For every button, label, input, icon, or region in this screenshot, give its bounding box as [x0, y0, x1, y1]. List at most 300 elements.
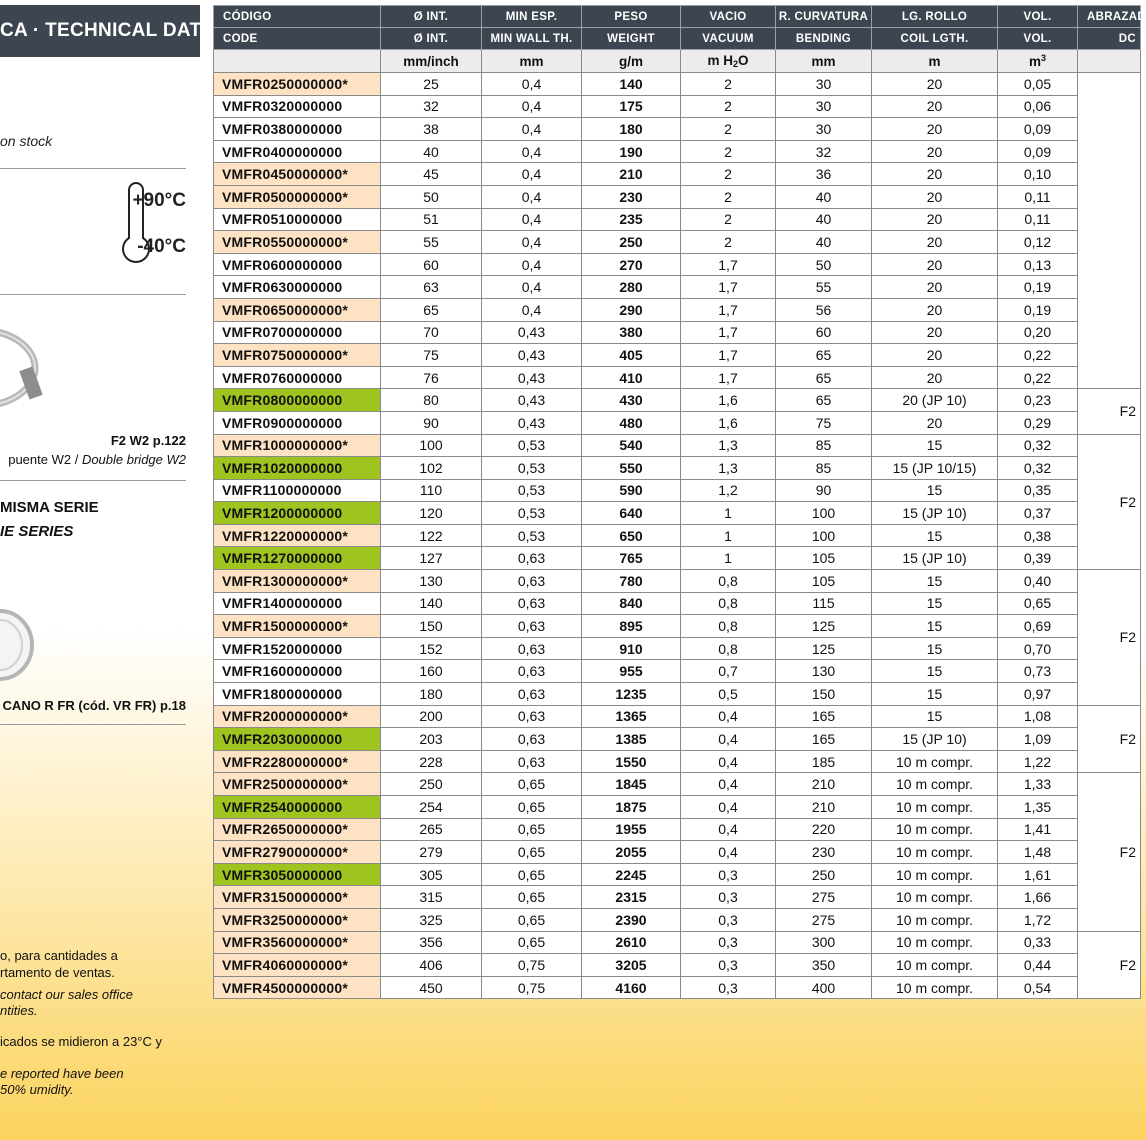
vacuum-cell: 0,4 — [681, 705, 776, 728]
code-cell: VMFR0900000000 — [214, 411, 381, 434]
note-text: e reported have been — [0, 1066, 124, 1081]
code-cell: VMFR2540000000 — [214, 796, 381, 819]
table-row — [214, 863, 1141, 886]
bending-cell: 165 — [776, 705, 872, 728]
code-cell: VMFR0250000000* — [214, 73, 381, 96]
diameter-cell: 55 — [381, 231, 482, 254]
weight-cell: 910 — [582, 637, 681, 660]
weight-cell: 590 — [582, 479, 681, 502]
volume-cell: 0,97 — [998, 683, 1078, 706]
wall-cell: 0,65 — [482, 818, 582, 841]
diameter-cell: 150 — [381, 615, 482, 638]
wall-cell: 0,63 — [482, 547, 582, 570]
coil-cell: 10 m compr. — [872, 796, 998, 819]
same-series-title-en: IE SERIES — [0, 523, 74, 540]
header-row-es — [214, 6, 1141, 28]
vacuum-cell: 1,7 — [681, 298, 776, 321]
wall-cell: 0,4 — [482, 73, 582, 96]
bending-cell: 40 — [776, 208, 872, 231]
coil-cell: 15 — [872, 570, 998, 593]
coil-cell: 15 (JP 10) — [872, 547, 998, 570]
vacuum-cell: 2 — [681, 95, 776, 118]
volume-cell: 0,32 — [998, 457, 1078, 480]
vacuum-cell: 1 — [681, 502, 776, 525]
vacuum-cell: 1,7 — [681, 276, 776, 299]
code-cell: VMFR1220000000* — [214, 524, 381, 547]
coil-cell: 15 — [872, 524, 998, 547]
bending-cell: 125 — [776, 615, 872, 638]
table-row — [214, 592, 1141, 615]
note-text: 50% umidity. — [0, 1082, 74, 1097]
unit-cell: m — [872, 50, 998, 73]
weight-cell: 430 — [582, 389, 681, 412]
coil-cell: 20 — [872, 231, 998, 254]
wall-cell: 0,4 — [482, 276, 582, 299]
note-text: icados se midieron a 23°C y — [0, 1034, 162, 1049]
wall-cell: 0,43 — [482, 344, 582, 367]
col-header: PESO — [582, 6, 681, 28]
wall-cell: 0,53 — [482, 479, 582, 502]
code-cell: VMFR4060000000* — [214, 954, 381, 977]
diameter-cell: 127 — [381, 547, 482, 570]
header-row-en — [214, 28, 1141, 50]
volume-cell: 0,19 — [998, 298, 1078, 321]
coil-cell: 10 m compr. — [872, 750, 998, 773]
wall-cell: 0,63 — [482, 637, 582, 660]
bending-cell: 85 — [776, 434, 872, 457]
table-row — [214, 976, 1141, 999]
vacuum-cell: 0,4 — [681, 750, 776, 773]
bending-cell: 30 — [776, 118, 872, 141]
coil-cell: 10 m compr. — [872, 886, 998, 909]
code-cell: VMFR1500000000* — [214, 615, 381, 638]
bending-cell: 300 — [776, 931, 872, 954]
vacuum-cell: 1,7 — [681, 321, 776, 344]
table-row — [214, 298, 1141, 321]
table-row — [214, 95, 1141, 118]
col-header: Ø INT. — [381, 28, 482, 50]
diameter-cell: 70 — [381, 321, 482, 344]
coil-cell: 20 — [872, 185, 998, 208]
table-row — [214, 140, 1141, 163]
volume-cell: 0,20 — [998, 321, 1078, 344]
coil-cell: 15 — [872, 683, 998, 706]
clamp-ref-cell: F2 — [1078, 434, 1141, 570]
table-row — [214, 886, 1141, 909]
vacuum-cell: 0,3 — [681, 886, 776, 909]
weight-cell: 280 — [582, 276, 681, 299]
code-cell: VMFR0630000000 — [214, 276, 381, 299]
code-cell: VMFR3560000000* — [214, 931, 381, 954]
note-text: ntities. — [0, 1003, 38, 1018]
vacuum-cell: 0,8 — [681, 615, 776, 638]
vacuum-cell: 0,3 — [681, 976, 776, 999]
table-row — [214, 637, 1141, 660]
code-cell: VMFR0600000000 — [214, 253, 381, 276]
divider — [0, 480, 186, 481]
wall-cell: 0,4 — [482, 163, 582, 186]
volume-cell: 0,09 — [998, 118, 1078, 141]
code-cell: VMFR1800000000 — [214, 683, 381, 706]
volume-cell: 0,37 — [998, 502, 1078, 525]
coil-cell: 20 (JP 10) — [872, 389, 998, 412]
volume-cell: 0,22 — [998, 344, 1078, 367]
diameter-cell: 122 — [381, 524, 482, 547]
bending-cell: 275 — [776, 886, 872, 909]
table-row — [214, 276, 1141, 299]
vacuum-cell: 0,7 — [681, 660, 776, 683]
diameter-cell: 279 — [381, 841, 482, 864]
code-cell: VMFR2650000000* — [214, 818, 381, 841]
wall-cell: 0,4 — [482, 140, 582, 163]
wall-cell: 0,63 — [482, 683, 582, 706]
divider — [0, 294, 186, 295]
technical-data-table — [213, 5, 1146, 999]
wall-cell: 0,4 — [482, 208, 582, 231]
vacuum-cell: 0,4 — [681, 818, 776, 841]
volume-cell: 0,29 — [998, 411, 1078, 434]
wall-cell: 0,75 — [482, 976, 582, 999]
weight-cell: 410 — [582, 366, 681, 389]
bending-cell: 30 — [776, 95, 872, 118]
weight-cell: 235 — [582, 208, 681, 231]
table-row — [214, 841, 1141, 864]
volume-cell: 1,41 — [998, 818, 1078, 841]
note-text: o, para cantidades a — [0, 948, 118, 963]
code-cell: VMFR0550000000* — [214, 231, 381, 254]
coil-cell: 20 — [872, 366, 998, 389]
weight-cell: 1385 — [582, 728, 681, 751]
col-header: VOL. — [998, 28, 1078, 50]
weight-cell: 2610 — [582, 931, 681, 954]
bending-cell: 100 — [776, 524, 872, 547]
diameter-cell: 160 — [381, 660, 482, 683]
diameter-cell: 50 — [381, 185, 482, 208]
table-row — [214, 321, 1141, 344]
bending-cell: 250 — [776, 863, 872, 886]
volume-cell: 0,06 — [998, 95, 1078, 118]
vacuum-cell: 2 — [681, 208, 776, 231]
table-row — [214, 118, 1141, 141]
vacuum-cell: 0,4 — [681, 773, 776, 796]
volume-cell: 0,13 — [998, 253, 1078, 276]
col-header: MIN WALL TH. — [482, 28, 582, 50]
col-header: COIL LGTH. — [872, 28, 998, 50]
wall-cell: 0,63 — [482, 705, 582, 728]
diameter-cell: 75 — [381, 344, 482, 367]
coil-cell: 10 m compr. — [872, 863, 998, 886]
bending-cell: 105 — [776, 570, 872, 593]
diameter-cell: 63 — [381, 276, 482, 299]
table-row — [214, 524, 1141, 547]
diameter-cell: 450 — [381, 976, 482, 999]
vacuum-cell: 0,4 — [681, 728, 776, 751]
unit-cell — [214, 50, 381, 73]
volume-cell: 1,66 — [998, 886, 1078, 909]
code-cell: VMFR2280000000* — [214, 750, 381, 773]
table-row — [214, 683, 1141, 706]
col-header: R. CURVATURA — [776, 6, 872, 28]
volume-cell: 0,05 — [998, 73, 1078, 96]
coil-cell: 20 — [872, 276, 998, 299]
coil-cell: 20 — [872, 73, 998, 96]
weight-cell: 1235 — [582, 683, 681, 706]
volume-cell: 0,12 — [998, 231, 1078, 254]
table-row — [214, 615, 1141, 638]
coil-cell: 20 — [872, 411, 998, 434]
table-row — [214, 163, 1141, 186]
volume-cell: 0,35 — [998, 479, 1078, 502]
wall-cell: 0,4 — [482, 118, 582, 141]
weight-cell: 4160 — [582, 976, 681, 999]
weight-cell: 210 — [582, 163, 681, 186]
bending-cell: 230 — [776, 841, 872, 864]
code-cell: VMFR0320000000 — [214, 95, 381, 118]
vacuum-cell: 0,3 — [681, 931, 776, 954]
bending-cell: 100 — [776, 502, 872, 525]
diameter-cell: 356 — [381, 931, 482, 954]
code-cell: VMFR4500000000* — [214, 976, 381, 999]
code-cell: VMFR1600000000 — [214, 660, 381, 683]
table-row — [214, 208, 1141, 231]
coil-cell: 15 — [872, 479, 998, 502]
table-row — [214, 728, 1141, 751]
coil-cell: 15 — [872, 705, 998, 728]
wall-cell: 0,65 — [482, 841, 582, 864]
coil-cell: 20 — [872, 118, 998, 141]
table-row — [214, 73, 1141, 96]
code-cell: VMFR2000000000* — [214, 705, 381, 728]
bending-cell: 125 — [776, 637, 872, 660]
wall-cell: 0,63 — [482, 592, 582, 615]
same-series-title-es: MISMA SERIE — [0, 499, 99, 516]
coil-cell: 10 m compr. — [872, 908, 998, 931]
clamp-ref-cell: F2 — [1078, 773, 1141, 931]
coil-cell: 20 — [872, 253, 998, 276]
coil-cell: 20 — [872, 344, 998, 367]
clamp-ref-cell: F2 — [1078, 931, 1141, 999]
table-row — [214, 502, 1141, 525]
code-cell: VMFR0450000000* — [214, 163, 381, 186]
table-row — [214, 660, 1141, 683]
wall-cell: 0,63 — [482, 750, 582, 773]
col-header: VOL. — [998, 6, 1078, 28]
coil-cell: 20 — [872, 208, 998, 231]
wall-cell: 0,63 — [482, 728, 582, 751]
diameter-cell: 25 — [381, 73, 482, 96]
vacuum-cell: 2 — [681, 118, 776, 141]
weight-cell: 140 — [582, 73, 681, 96]
volume-cell: 1,61 — [998, 863, 1078, 886]
code-cell: VMFR2500000000* — [214, 773, 381, 796]
vacuum-cell: 0,5 — [681, 683, 776, 706]
volume-cell: 0,40 — [998, 570, 1078, 593]
wall-cell: 0,75 — [482, 954, 582, 977]
w2-reference: F2 W2 p.122 — [110, 433, 186, 448]
diameter-cell: 45 — [381, 163, 482, 186]
diameter-cell: 305 — [381, 863, 482, 886]
table-row — [214, 185, 1141, 208]
note-text: rtamento de ventas. — [0, 965, 115, 980]
weight-cell: 2055 — [582, 841, 681, 864]
code-cell: VMFR3150000000* — [214, 886, 381, 909]
table-row — [214, 366, 1141, 389]
coil-cell: 10 m compr. — [872, 931, 998, 954]
coil-cell: 10 m compr. — [872, 818, 998, 841]
diameter-cell: 102 — [381, 457, 482, 480]
vacuum-cell: 1 — [681, 547, 776, 570]
note-text: contact our sales office — [0, 987, 133, 1002]
vacuum-cell: 0,4 — [681, 796, 776, 819]
coil-cell: 15 — [872, 434, 998, 457]
volume-cell: 0,70 — [998, 637, 1078, 660]
unit-cell — [1078, 50, 1141, 73]
bending-cell: 85 — [776, 457, 872, 480]
wall-cell: 0,65 — [482, 773, 582, 796]
wall-cell: 0,63 — [482, 570, 582, 593]
coil-cell: 20 — [872, 298, 998, 321]
vr-fr-reference: CANO R FR (cód. VR FR) p.18 — [2, 698, 186, 713]
col-header: MIN ESP. — [482, 6, 582, 28]
weight-cell: 380 — [582, 321, 681, 344]
col-header: WEIGHT — [582, 28, 681, 50]
code-cell: VMFR0750000000* — [214, 344, 381, 367]
volume-cell: 1,09 — [998, 728, 1078, 751]
volume-cell: 0,22 — [998, 366, 1078, 389]
weight-cell: 780 — [582, 570, 681, 593]
w2-description: puente W2 / Double bridge W2 — [8, 452, 186, 467]
weight-cell: 765 — [582, 547, 681, 570]
wall-cell: 0,65 — [482, 931, 582, 954]
coil-cell: 20 — [872, 95, 998, 118]
vacuum-cell: 0,8 — [681, 592, 776, 615]
left-info-panel — [0, 0, 214, 1140]
clamp-ref-cell: F2 — [1078, 389, 1141, 434]
table-row — [214, 253, 1141, 276]
col-header: LG. ROLLO — [872, 6, 998, 28]
weight-cell: 480 — [582, 411, 681, 434]
clamp-ref-cell: F2 — [1078, 705, 1141, 773]
code-cell: VMFR1270000000 — [214, 547, 381, 570]
wall-cell: 0,53 — [482, 457, 582, 480]
bending-cell: 210 — [776, 796, 872, 819]
diameter-cell: 152 — [381, 637, 482, 660]
diameter-cell: 76 — [381, 366, 482, 389]
divider — [0, 168, 186, 169]
table-row — [214, 231, 1141, 254]
wall-cell: 0,4 — [482, 253, 582, 276]
weight-cell: 175 — [582, 95, 681, 118]
vacuum-cell: 1,2 — [681, 479, 776, 502]
table-row — [214, 479, 1141, 502]
coil-cell: 10 m compr. — [872, 841, 998, 864]
coil-cell: 15 (JP 10) — [872, 502, 998, 525]
hose-clamp-image — [0, 318, 40, 413]
col-header: VACIO — [681, 6, 776, 28]
col-header: DC — [1078, 28, 1141, 50]
vacuum-cell: 0,8 — [681, 637, 776, 660]
wall-cell: 0,43 — [482, 389, 582, 412]
wall-cell: 0,53 — [482, 524, 582, 547]
unit-cell: g/m — [582, 50, 681, 73]
col-header: Ø INT. — [381, 6, 482, 28]
bending-cell: 36 — [776, 163, 872, 186]
diameter-cell: 38 — [381, 118, 482, 141]
table-row — [214, 750, 1141, 773]
diameter-cell: 315 — [381, 886, 482, 909]
table-row — [214, 705, 1141, 728]
table-body — [214, 73, 1141, 999]
code-cell: VMFR0500000000* — [214, 185, 381, 208]
volume-cell: 0,69 — [998, 615, 1078, 638]
vacuum-cell: 2 — [681, 73, 776, 96]
col-header: CODE — [214, 28, 381, 50]
temp-max: +90°C — [132, 190, 186, 211]
weight-cell: 1875 — [582, 796, 681, 819]
vacuum-cell: 0,4 — [681, 841, 776, 864]
bending-cell: 185 — [776, 750, 872, 773]
wall-cell: 0,63 — [482, 660, 582, 683]
col-header: VACUUM — [681, 28, 776, 50]
weight-cell: 3205 — [582, 954, 681, 977]
weight-cell: 1550 — [582, 750, 681, 773]
coil-cell: 15 — [872, 592, 998, 615]
wall-cell: 0,53 — [482, 502, 582, 525]
clamp-ref-cell: F2 — [1078, 570, 1141, 706]
diameter-cell: 120 — [381, 502, 482, 525]
vacuum-cell: 0,3 — [681, 863, 776, 886]
table-row — [214, 457, 1141, 480]
bending-cell: 40 — [776, 185, 872, 208]
wall-cell: 0,4 — [482, 95, 582, 118]
table-row — [214, 796, 1141, 819]
volume-cell: 0,09 — [998, 140, 1078, 163]
bending-cell: 275 — [776, 908, 872, 931]
weight-cell: 250 — [582, 231, 681, 254]
volume-cell: 0,38 — [998, 524, 1078, 547]
table-row — [214, 411, 1141, 434]
coil-cell: 15 — [872, 615, 998, 638]
code-cell: VMFR3050000000 — [214, 863, 381, 886]
diameter-cell: 32 — [381, 95, 482, 118]
table-row — [214, 389, 1141, 412]
diameter-cell: 203 — [381, 728, 482, 751]
code-cell: VMFR1100000000 — [214, 479, 381, 502]
weight-cell: 1365 — [582, 705, 681, 728]
bending-cell: 30 — [776, 73, 872, 96]
diameter-cell: 130 — [381, 570, 482, 593]
col-header: ABRAZAD — [1078, 6, 1141, 28]
weight-cell: 290 — [582, 298, 681, 321]
weight-cell: 270 — [582, 253, 681, 276]
weight-cell: 180 — [582, 118, 681, 141]
vacuum-cell: 1,7 — [681, 344, 776, 367]
weight-cell: 2315 — [582, 886, 681, 909]
diameter-cell: 228 — [381, 750, 482, 773]
weight-cell: 540 — [582, 434, 681, 457]
weight-cell: 650 — [582, 524, 681, 547]
wall-cell: 0,4 — [482, 185, 582, 208]
volume-cell: 0,19 — [998, 276, 1078, 299]
unit-cell: mm — [482, 50, 582, 73]
wall-cell: 0,65 — [482, 863, 582, 886]
code-cell: VMFR1520000000 — [214, 637, 381, 660]
diameter-cell: 90 — [381, 411, 482, 434]
coil-cell: 10 m compr. — [872, 773, 998, 796]
wall-cell: 0,43 — [482, 366, 582, 389]
wall-cell: 0,63 — [482, 615, 582, 638]
diameter-cell: 265 — [381, 818, 482, 841]
